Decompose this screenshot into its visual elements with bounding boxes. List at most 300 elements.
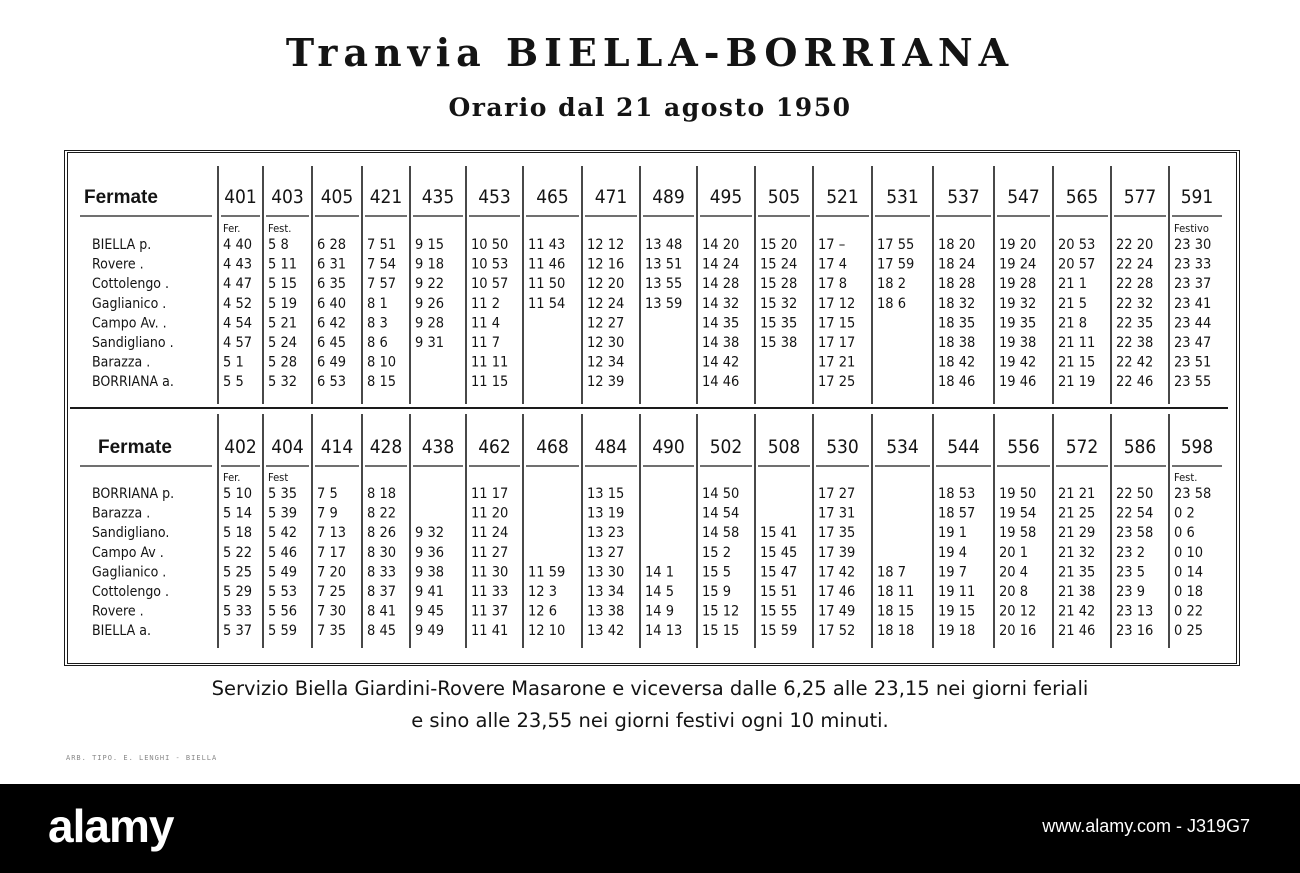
departure-time: 17 59 (877, 256, 915, 273)
departure-time: 21 21 (1058, 486, 1096, 502)
departure-time: 23 55 (1174, 374, 1212, 391)
departure-time: 18 32 (938, 295, 976, 312)
service-note-line-1: Servizio Biella Giardini-Rovere Masarone e viceversa dalle 6,25 alle 23,15 nei giorni feriali (211, 677, 1089, 700)
departure-time: 9 41 (415, 584, 445, 600)
departure-time: 18 57 (938, 505, 976, 522)
stop-name: Gaglianico . (92, 295, 167, 312)
departure-time: 9 28 (415, 315, 445, 332)
stop-name: Cottolengo . (92, 276, 170, 293)
departure-time: 17 17 (818, 335, 856, 351)
departure-time: 4 54 (223, 315, 253, 332)
train-number: 484 (594, 436, 628, 458)
departure-time: 17 25 (818, 374, 856, 391)
watermark-reference: www.alamy.com - J319G7 (1042, 816, 1250, 836)
departure-time: 11 54 (528, 295, 566, 312)
departure-time: 23 47 (1174, 335, 1212, 351)
departure-time: 14 9 (645, 603, 675, 620)
departure-time: 5 14 (223, 505, 253, 522)
departure-time: 17 52 (818, 623, 856, 640)
departure-time: 7 13 (317, 525, 347, 542)
watermark-brand: alamy (48, 800, 174, 852)
departure-time: 23 58 (1174, 486, 1212, 502)
departure-time: 7 51 (367, 237, 397, 253)
departure-time: 14 13 (645, 623, 683, 640)
departure-time: 19 35 (999, 315, 1037, 332)
departure-time: 13 23 (587, 525, 625, 542)
service-note-line-2: e sino alle 23,55 nei giorni festivi ogni 10 minuti. (411, 709, 889, 732)
departure-time: 5 49 (268, 564, 298, 581)
departure-time: 19 20 (999, 237, 1037, 253)
departure-time: 5 29 (223, 584, 253, 600)
departure-time: 20 1 (999, 544, 1029, 561)
train-number: 468 (536, 436, 569, 458)
stop-name: BORRIANA a. (92, 374, 174, 391)
departure-time: 10 57 (471, 276, 509, 293)
departure-time: 23 30 (1174, 237, 1212, 253)
service-note: Festivo (1174, 222, 1209, 235)
departure-time: 5 5 (223, 374, 244, 391)
departure-time: 18 38 (938, 335, 976, 351)
train-number: 577 (1123, 186, 1157, 208)
departure-time: 13 38 (587, 603, 625, 620)
departure-time: 20 12 (999, 603, 1037, 620)
departure-time: 11 20 (471, 505, 509, 522)
train-number: 544 (947, 436, 980, 458)
departure-time: 14 38 (702, 335, 740, 351)
departure-time: 10 53 (471, 256, 509, 273)
departure-time: 22 24 (1116, 256, 1154, 273)
departure-time: 11 2 (471, 295, 501, 312)
departure-time: 15 20 (760, 237, 798, 253)
departure-time: 0 25 (1174, 623, 1204, 640)
departure-time: 19 11 (938, 584, 976, 600)
departure-time: 20 57 (1058, 256, 1096, 273)
departure-time: 4 47 (223, 276, 253, 293)
departure-time: 11 43 (528, 237, 566, 253)
departure-time: 19 24 (999, 256, 1037, 273)
train-number: 591 (1180, 186, 1214, 208)
departure-time: 18 28 (938, 276, 976, 293)
departure-time: 13 42 (587, 623, 625, 640)
train-number: 598 (1180, 436, 1214, 458)
departure-time: 17 15 (818, 315, 856, 332)
departure-time: 9 15 (415, 237, 445, 253)
departure-time: 17 42 (818, 564, 856, 581)
departure-time: 11 4 (471, 315, 501, 332)
departure-time: 23 41 (1174, 295, 1212, 312)
departure-time: 23 33 (1174, 256, 1212, 273)
departure-time: 22 42 (1116, 354, 1154, 371)
departure-time: 5 56 (268, 603, 298, 620)
departure-time: 23 58 (1116, 525, 1154, 542)
service-note: Fest. (268, 222, 292, 235)
departure-time: 15 5 (702, 564, 732, 581)
service-note: Fer. (223, 471, 241, 484)
departure-time: 19 1 (938, 525, 968, 542)
departure-time: 5 42 (268, 525, 298, 542)
departure-time: 10 50 (471, 237, 509, 253)
stop-name: Rovere . (92, 603, 144, 620)
departure-time: 6 31 (317, 256, 347, 273)
departure-time: 5 37 (223, 623, 253, 640)
departure-time: 15 41 (760, 525, 798, 542)
departure-time: 21 15 (1058, 354, 1096, 371)
departure-time: 15 12 (702, 603, 740, 620)
departure-time: 11 41 (471, 623, 509, 640)
departure-time: 5 19 (268, 295, 298, 312)
departure-time: 19 18 (938, 623, 976, 640)
departure-time: 9 31 (415, 335, 445, 351)
stop-name: Campo Av. . (92, 315, 167, 332)
departure-time: 11 15 (471, 374, 509, 391)
departure-time: 12 30 (587, 335, 625, 351)
departure-time: 22 35 (1116, 315, 1154, 332)
departure-time: 21 5 (1058, 295, 1088, 312)
departure-time: 23 13 (1116, 603, 1154, 620)
departure-time: 15 45 (760, 544, 798, 561)
departure-time: 15 24 (760, 256, 798, 273)
departure-time: 19 46 (999, 374, 1037, 391)
departure-time: 18 7 (877, 564, 907, 581)
train-number: 495 (709, 186, 743, 208)
departure-time: 22 32 (1116, 295, 1154, 312)
departure-time: 5 11 (268, 256, 298, 273)
departure-time: 12 3 (528, 584, 558, 600)
departure-time: 14 24 (702, 256, 740, 273)
departure-time: 23 37 (1174, 276, 1212, 293)
departure-time: 5 53 (268, 584, 298, 600)
departure-time: 11 46 (528, 256, 566, 273)
departure-time: 8 33 (367, 564, 397, 581)
departure-time: 13 19 (587, 505, 625, 522)
departure-time: 5 59 (268, 623, 298, 640)
departure-time: 7 5 (317, 486, 338, 502)
departure-time: 12 12 (587, 237, 625, 253)
train-number: 556 (1007, 436, 1040, 458)
departure-time: 14 50 (702, 486, 740, 502)
departure-time: 17 27 (818, 486, 856, 502)
departure-time: 17 8 (818, 276, 848, 293)
departure-time: 23 9 (1116, 584, 1146, 600)
printer-note: ARB. TIPO. E. LENGHI - BIELLA (66, 754, 218, 762)
train-number: 401 (224, 186, 257, 208)
departure-time: 6 35 (317, 276, 347, 293)
departure-time: 0 22 (1174, 603, 1204, 620)
stops-header: Fermate (84, 187, 158, 208)
train-number: 537 (947, 186, 980, 208)
departure-time: 15 51 (760, 584, 798, 600)
stop-name: Sandigliano. (92, 525, 170, 542)
departure-time: 17 31 (818, 505, 856, 522)
service-note: Fer. (223, 222, 241, 235)
departure-time: 18 11 (877, 584, 915, 600)
departure-time: 11 30 (471, 564, 509, 581)
stop-name: BIELLA p. (92, 237, 152, 253)
departure-time: 12 10 (528, 623, 566, 640)
departure-time: 15 55 (760, 603, 798, 620)
departure-time: 5 39 (268, 505, 298, 522)
departure-time: 6 45 (317, 335, 347, 351)
departure-time: 11 7 (471, 335, 501, 351)
train-number: 502 (709, 436, 743, 458)
departure-time: 23 2 (1116, 544, 1146, 561)
departure-time: 23 51 (1174, 354, 1212, 371)
page-title: Tranvia BIELLA-BORRIANA (285, 30, 1015, 75)
departure-time: 15 59 (760, 623, 798, 640)
departure-time: 11 37 (471, 603, 509, 620)
departure-time: 9 26 (415, 295, 445, 312)
departure-time: 18 46 (938, 374, 976, 391)
train-number: 572 (1065, 436, 1099, 458)
train-number: 414 (320, 436, 354, 458)
departure-time: 9 22 (415, 276, 445, 293)
departure-time: 18 6 (877, 295, 907, 312)
departure-time: 18 18 (877, 623, 915, 640)
departure-time: 17 39 (818, 544, 856, 561)
departure-time: 9 49 (415, 623, 445, 640)
stop-name: BORRIANA p. (92, 486, 175, 502)
departure-time: 9 36 (415, 544, 445, 561)
departure-time: 15 15 (702, 623, 740, 640)
train-number: 531 (886, 186, 919, 208)
departure-time: 11 59 (528, 564, 566, 581)
train-number: 405 (320, 186, 354, 208)
departure-time: 9 18 (415, 256, 445, 273)
departure-time: 19 42 (999, 354, 1037, 371)
departure-time: 5 28 (268, 354, 298, 371)
departure-time: 14 5 (645, 584, 675, 600)
departure-time: 21 11 (1058, 335, 1096, 351)
departure-time: 15 9 (702, 584, 732, 600)
departure-time: 22 50 (1116, 486, 1154, 502)
departure-time: 4 40 (223, 237, 253, 253)
departure-time: 15 32 (760, 295, 798, 312)
departure-time: 22 54 (1116, 505, 1154, 522)
departure-time: 6 28 (317, 237, 347, 253)
departure-time: 14 54 (702, 505, 740, 522)
train-number: 438 (421, 436, 455, 458)
departure-time: 8 15 (367, 374, 397, 391)
departure-time: 18 42 (938, 354, 976, 371)
departure-time: 7 25 (317, 584, 347, 600)
departure-time: 23 16 (1116, 623, 1154, 640)
departure-time: 17 12 (818, 295, 856, 312)
departure-time: 8 45 (367, 623, 397, 640)
departure-time: 6 53 (317, 374, 347, 391)
train-number: 404 (271, 436, 304, 458)
departure-time: 14 35 (702, 315, 740, 332)
departure-time: 21 35 (1058, 564, 1096, 581)
train-number: 428 (369, 436, 403, 458)
departure-time: 5 22 (223, 544, 253, 561)
stops-header: Fermate (98, 437, 172, 458)
departure-time: 15 47 (760, 564, 798, 581)
departure-time: 9 45 (415, 603, 445, 620)
departure-time: 8 3 (367, 315, 388, 332)
departure-time: 5 24 (268, 335, 298, 351)
departure-time: 13 30 (587, 564, 625, 581)
departure-time: 0 18 (1174, 584, 1204, 600)
departure-time: 7 30 (317, 603, 347, 620)
train-number: 402 (224, 436, 257, 458)
departure-time: 17 46 (818, 584, 856, 600)
departure-time: 14 20 (702, 237, 740, 253)
train-number: 421 (369, 186, 403, 208)
departure-time: 7 57 (367, 276, 397, 293)
departure-time: 5 21 (268, 315, 298, 332)
departure-time: 8 22 (367, 505, 397, 522)
departure-time: 5 18 (223, 525, 253, 542)
train-number: 490 (652, 436, 685, 458)
page-subtitle: Orario dal 21 agosto 1950 (448, 93, 852, 122)
departure-time: 18 15 (877, 603, 915, 620)
departure-time: 0 14 (1174, 564, 1204, 581)
departure-time: 7 17 (317, 544, 347, 561)
train-number: 462 (478, 436, 511, 458)
train-number: 521 (826, 186, 859, 208)
stop-name: Barazza . (92, 354, 151, 371)
departure-time: 12 16 (587, 256, 625, 273)
departure-time: 12 34 (587, 354, 625, 371)
train-number: 435 (421, 186, 455, 208)
departure-time: 13 48 (645, 237, 683, 253)
departure-time: 18 20 (938, 237, 976, 253)
departure-time: 5 15 (268, 276, 298, 293)
departure-time: 11 24 (471, 525, 509, 542)
departure-time: 4 52 (223, 295, 253, 312)
departure-time: 14 32 (702, 295, 740, 312)
train-number: 465 (536, 186, 569, 208)
departure-time: 19 15 (938, 603, 976, 620)
departure-time: 21 46 (1058, 623, 1096, 640)
stop-name: Campo Av . (92, 544, 164, 561)
stop-name: Sandigliano . (92, 335, 174, 351)
departure-time: 21 38 (1058, 584, 1096, 600)
departure-time: 4 43 (223, 256, 253, 273)
train-number: 565 (1065, 186, 1099, 208)
departure-time: 7 54 (367, 256, 397, 273)
stop-name: BIELLA a. (92, 623, 151, 640)
departure-time: 19 7 (938, 564, 968, 581)
departure-time: 6 40 (317, 295, 347, 312)
departure-time: 0 6 (1174, 525, 1195, 542)
departure-time: 5 8 (268, 237, 289, 253)
departure-time: 9 38 (415, 564, 445, 581)
train-number: 530 (826, 436, 859, 458)
departure-time: 18 35 (938, 315, 976, 332)
departure-time: 22 38 (1116, 335, 1154, 351)
departure-time: 9 32 (415, 525, 445, 542)
departure-time: 12 27 (587, 315, 625, 332)
departure-time: 15 28 (760, 276, 798, 293)
departure-time: 8 37 (367, 584, 397, 600)
departure-time: 18 24 (938, 256, 976, 273)
train-number: 489 (652, 186, 685, 208)
departure-time: 15 2 (702, 544, 732, 561)
departure-time: 12 6 (528, 603, 558, 620)
departure-time: 19 54 (999, 505, 1037, 522)
departure-time: 23 44 (1174, 315, 1212, 332)
train-number: 547 (1007, 186, 1040, 208)
departure-time: 14 1 (645, 564, 675, 581)
departure-time: 8 26 (367, 525, 397, 542)
departure-time: 0 2 (1174, 505, 1195, 522)
departure-time: 6 49 (317, 354, 347, 371)
departure-time: 11 17 (471, 486, 509, 502)
departure-time: 21 1 (1058, 276, 1088, 293)
departure-time: 15 35 (760, 315, 798, 332)
departure-time: 17 35 (818, 525, 856, 542)
departure-time: 23 5 (1116, 564, 1146, 581)
train-number: 453 (478, 186, 511, 208)
departure-time: 20 4 (999, 564, 1029, 581)
departure-time: 0 10 (1174, 544, 1204, 561)
departure-time: 17 49 (818, 603, 856, 620)
train-number: 403 (271, 186, 304, 208)
departure-time: 22 28 (1116, 276, 1154, 293)
departure-time: 21 32 (1058, 544, 1096, 561)
stop-name: Barazza . (92, 505, 151, 522)
departure-time: 11 33 (471, 584, 509, 600)
departure-time: 13 59 (645, 295, 683, 312)
train-number: 586 (1123, 436, 1157, 458)
departure-time: 14 46 (702, 374, 740, 391)
departure-time: 18 2 (877, 276, 907, 293)
departure-time: 5 33 (223, 603, 253, 620)
departure-time: 4 57 (223, 335, 253, 351)
departure-time: 11 11 (471, 354, 509, 371)
departure-time: 5 10 (223, 486, 253, 502)
departure-time: 14 28 (702, 276, 740, 293)
departure-time: 22 46 (1116, 374, 1154, 391)
departure-time: 21 29 (1058, 525, 1096, 542)
departure-time: 15 38 (760, 335, 798, 351)
departure-time: 21 25 (1058, 505, 1096, 522)
departure-time: 13 27 (587, 544, 625, 561)
departure-time: 7 35 (317, 623, 347, 640)
departure-time: 6 42 (317, 315, 347, 332)
departure-time: 5 35 (268, 486, 298, 502)
departure-time: 8 41 (367, 603, 397, 620)
departure-time: 21 42 (1058, 603, 1096, 620)
departure-time: 5 32 (268, 374, 298, 391)
departure-time: 17 – (818, 237, 846, 253)
departure-time: 8 6 (367, 335, 388, 351)
departure-time: 7 20 (317, 564, 347, 581)
departure-time: 17 4 (818, 256, 848, 273)
departure-time: 14 42 (702, 354, 740, 371)
departure-time: 19 50 (999, 486, 1037, 502)
departure-time: 19 4 (938, 544, 968, 561)
stop-name: Gaglianico . (92, 564, 167, 581)
departure-time: 19 38 (999, 335, 1037, 351)
departure-time: 11 27 (471, 544, 509, 561)
service-note: Fest. (1174, 471, 1198, 484)
departure-time: 13 55 (645, 276, 683, 293)
departure-time: 20 8 (999, 584, 1029, 600)
departure-time: 19 58 (999, 525, 1037, 542)
train-number: 534 (886, 436, 919, 458)
departure-time: 20 16 (999, 623, 1037, 640)
departure-time: 18 53 (938, 486, 976, 502)
departure-time: 5 1 (223, 354, 244, 371)
train-number: 471 (594, 186, 628, 208)
departure-time: 8 1 (367, 295, 388, 312)
departure-time: 14 58 (702, 525, 740, 542)
departure-time: 20 53 (1058, 237, 1096, 253)
departure-time: 11 50 (528, 276, 566, 293)
departure-time: 7 9 (317, 505, 338, 522)
